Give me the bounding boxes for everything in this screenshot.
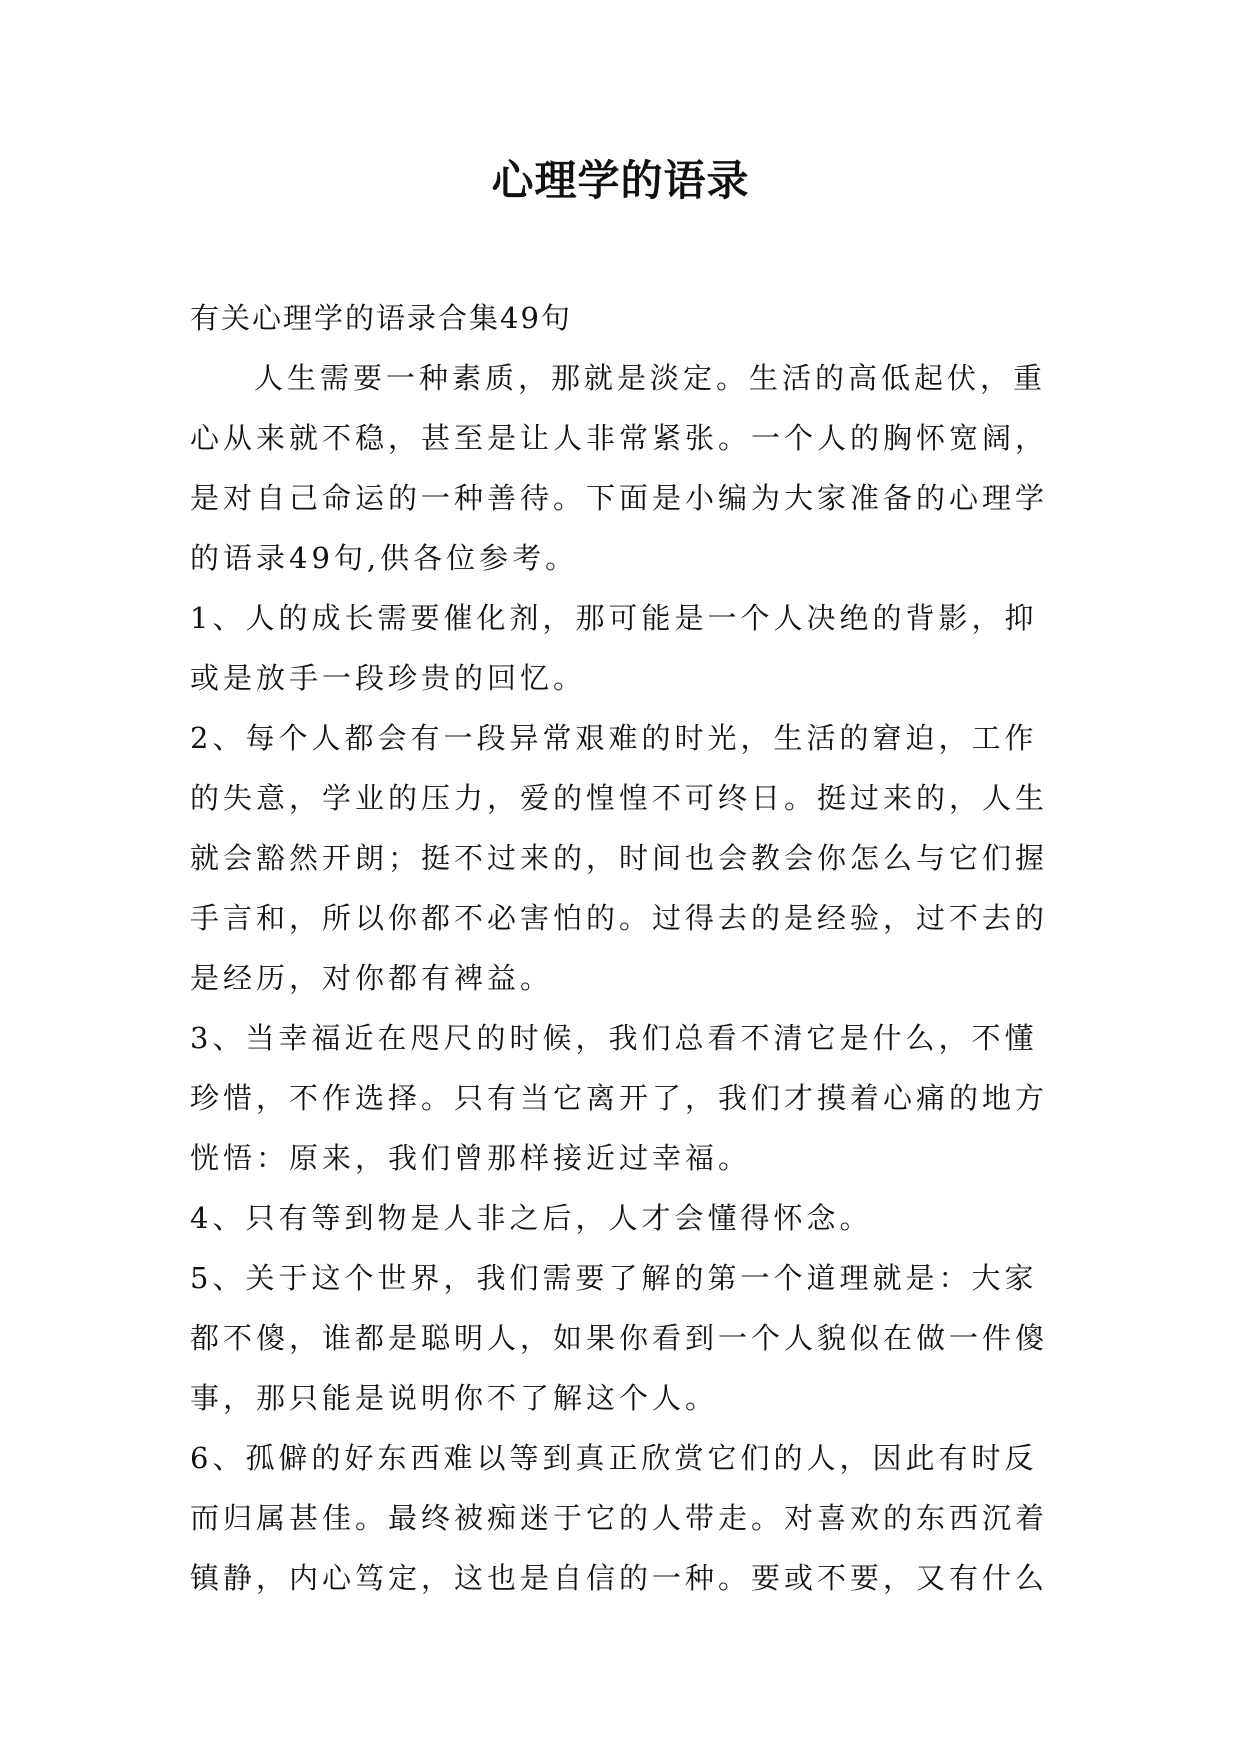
text-line: 是对自己命运的一种善待。下面是小编为大家准备的心理学 (190, 481, 1049, 515)
page-title: 心理学的语录 (491, 156, 750, 205)
text-line: 事，那只能是说明你不了解这个人。 (190, 1381, 719, 1415)
text-line: 5、关于这个世界，我们需要了解的第一个道理就是：大家 (190, 1261, 1038, 1295)
text-line: 就会豁然开朗；挺不过来的，时间也会教会你怎么与它们握 (190, 841, 1049, 875)
text-line: 人生需要一种素质，那就是淡定。生活的高低起伏，重 (254, 361, 1047, 395)
text-line: 珍惜，不作选择。只有当它离开了，我们才摸着心痛的地方 (190, 1081, 1049, 1115)
document-body (190, 288, 1060, 1608)
text-line: 而归属甚佳。最终被痴迷于它的人带走。对喜欢的东西沉着 (190, 1501, 1049, 1535)
text-line: 恍悟：原来，我们曾那样接近过幸福。 (190, 1141, 752, 1175)
text-line: 是经历，对你都有裨益。 (190, 961, 554, 995)
text-line: 4、只有等到物是人非之后，人才会懂得怀念。 (190, 1201, 873, 1235)
text-line: 的语录49句,供各位参考。 (190, 541, 579, 575)
text-line: 都不傻，谁都是聪明人，如果你看到一个人貌似在做一件傻 (190, 1321, 1049, 1355)
text-line: 手言和，所以你都不必害怕的。过得去的是经验，过不去的 (190, 901, 1049, 935)
text-line: 或是放手一段珍贵的回忆。 (190, 661, 587, 695)
paragraph-lines (190, 348, 1060, 1608)
text-line: 6、孤僻的好东西难以等到真正欣赏它们的人，因此有时反 (190, 1441, 1038, 1475)
text-line: 的失意，学业的压力，爱的惶惶不可终日。挺过来的，人生 (190, 781, 1049, 815)
document-subtitle: 有关心理学的语录合集49句 (190, 301, 572, 335)
text-line: 心从来就不稳，甚至是让人非常紧张。一个人的胸怀宽阔， (190, 421, 1049, 455)
text-line: 镇静，内心笃定，这也是自信的一种。要或不要，又有什么 (190, 1561, 1049, 1595)
text-line: 2、每个人都会有一段异常艰难的时光，生活的窘迫，工作 (190, 721, 1038, 755)
text-line: 3、当幸福近在咫尺的时候，我们总看不清它是什么，不懂 (190, 1021, 1038, 1055)
text-line: 1、人的成长需要催化剂，那可能是一个人决绝的背影，抑 (190, 601, 1038, 635)
